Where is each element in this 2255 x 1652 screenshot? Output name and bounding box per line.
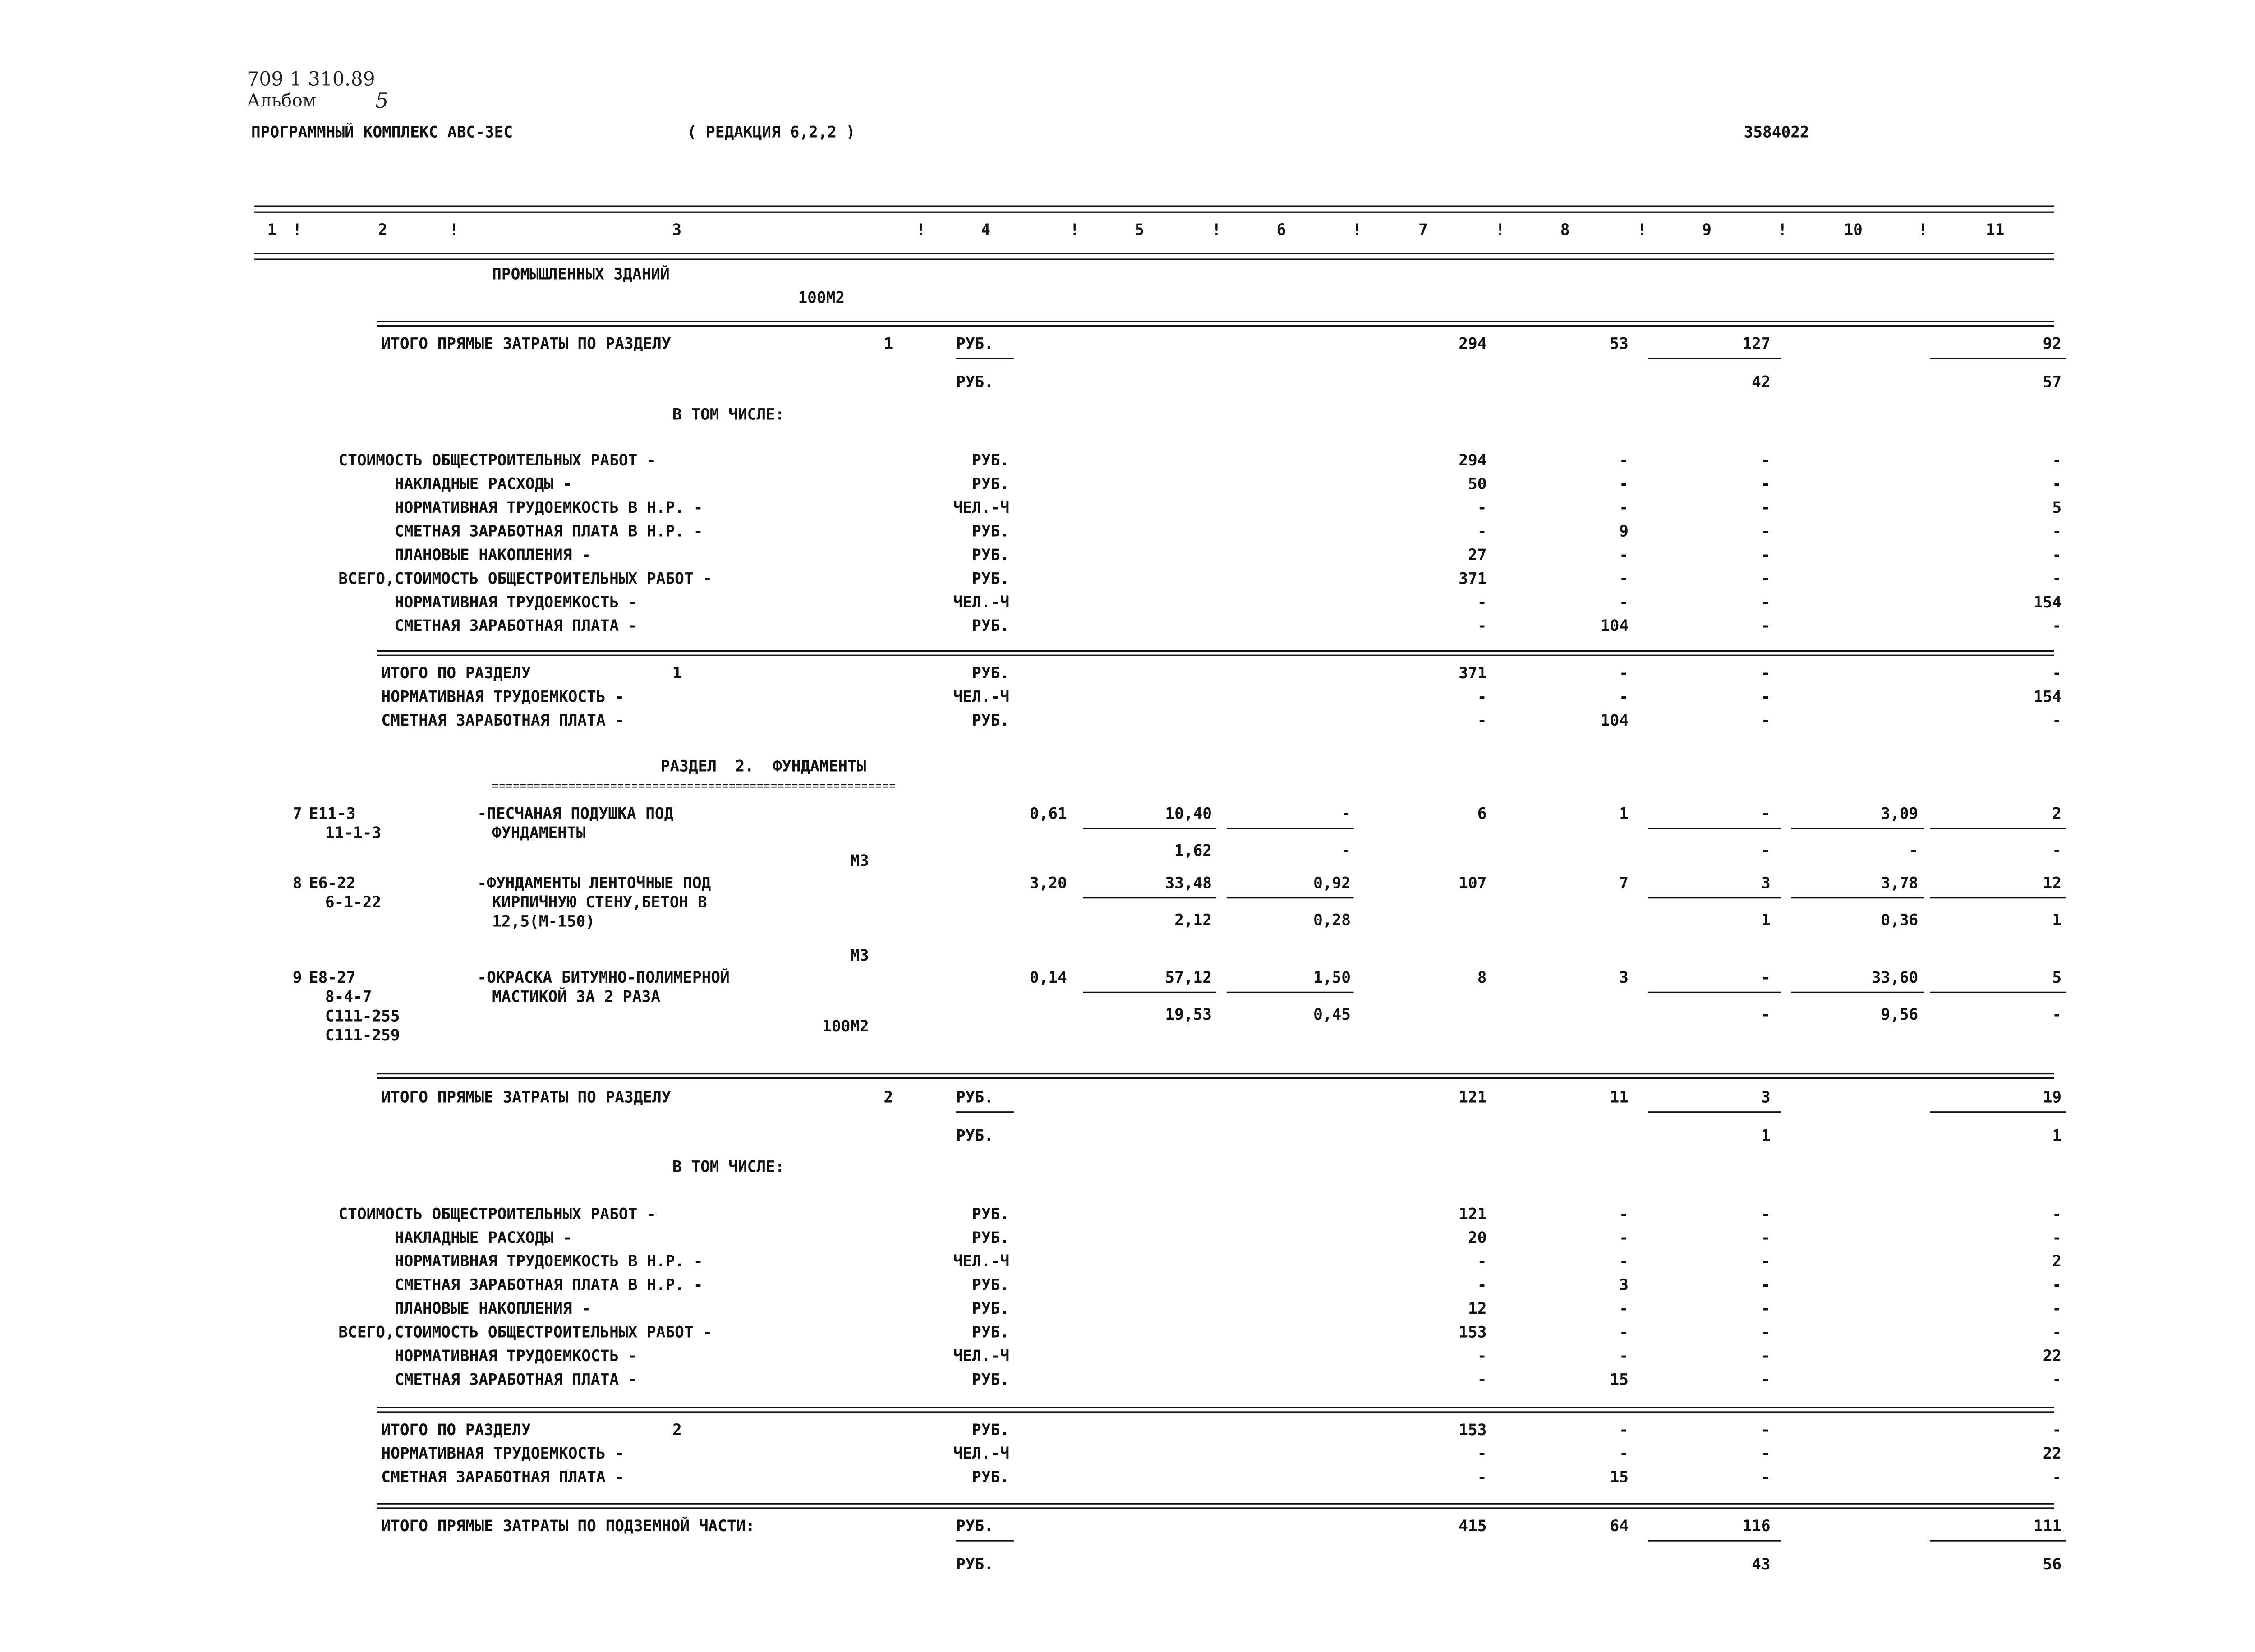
col11-value: 2: [2052, 805, 2062, 824]
col10-sub-value: -: [1909, 842, 1919, 861]
section-total-label: НОРМАТИВНАЯ ТРУДОЕМКОСТЬ -: [381, 688, 625, 707]
item-name: -ОКРАСКА БИТУМНО-ПОЛИМЕРНОЙ: [477, 969, 730, 987]
col11-value: -: [2052, 523, 2062, 541]
header-top-rule-2: [254, 212, 2054, 213]
col11-value: 154: [2033, 594, 2062, 612]
col6-sub-value: -: [1341, 842, 1351, 861]
breakdown-label: СМЕТНАЯ ЗАРАБОТНАЯ ПЛАТА В Н.Р. -: [394, 523, 703, 541]
subtotal-rule: [1930, 828, 2066, 829]
col7-value: 371: [1459, 665, 1487, 683]
col9-value: -: [1761, 1348, 1771, 1366]
col7-value: -: [1477, 1445, 1487, 1463]
section-number: 1: [884, 335, 893, 354]
col9-value: -: [1761, 1229, 1771, 1247]
col9-value: -: [1761, 523, 1771, 541]
col6-sub-value: 0,28: [1313, 911, 1351, 930]
section-tail-unit: 100М2: [798, 290, 845, 308]
col9-sub-value: 1: [1761, 1127, 1771, 1146]
col11-value: -: [2052, 1324, 2062, 1342]
col8-value: -: [1619, 665, 1629, 683]
subtotal-rule: [1791, 992, 1924, 993]
col9-value: -: [1761, 1469, 1771, 1487]
col7-value: -: [1477, 617, 1487, 636]
col7-value: 12: [1468, 1300, 1487, 1318]
col11-sub-value: -: [2052, 1006, 2062, 1024]
col9-value: -: [1761, 1371, 1771, 1390]
col8-value: 3: [1619, 1277, 1629, 1295]
col6-sub-value: 0,45: [1313, 1006, 1351, 1024]
section-total-label: СМЕТНАЯ ЗАРАБОТНАЯ ПЛАТА -: [381, 712, 625, 730]
section-total-label: СМЕТНАЯ ЗАРАБОТНАЯ ПЛАТА -: [381, 1469, 625, 1487]
col9-value: -: [1761, 452, 1771, 470]
subtotal-rule: [1930, 358, 2066, 359]
col11-value: 154: [2033, 688, 2062, 707]
breakdown-label: СМЕТНАЯ ЗАРАБОТНАЯ ПЛАТА -: [394, 1371, 638, 1390]
divider: [377, 325, 2054, 327]
item-code-2: 11-1-3: [325, 824, 382, 842]
item-unit: М3: [850, 947, 869, 965]
item-name: МАСТИКОЙ ЗА 2 РАЗА: [492, 989, 661, 1007]
col8-value: 15: [1610, 1469, 1629, 1487]
subtotal-rule: [1227, 992, 1354, 993]
col9-value: -: [1761, 1422, 1771, 1440]
col8-value: -: [1619, 452, 1629, 470]
col6-value: 0,92: [1313, 874, 1351, 893]
unit: РУБ.: [972, 547, 1010, 565]
col11-value: -: [2052, 1229, 2062, 1247]
col8-value: -: [1619, 1206, 1629, 1224]
col11-value: -: [2052, 1300, 2062, 1318]
unit: РУБ.: [972, 1229, 1010, 1247]
col9-sub-value: 1: [1761, 911, 1771, 930]
col9-value: -: [1761, 1277, 1771, 1295]
item-unit: М3: [850, 852, 869, 871]
section-tail-title: ПРОМЫШЛЕННЫХ ЗДАНИЙ: [492, 266, 670, 284]
col11-value: 22: [2043, 1445, 2062, 1463]
breakdown-label: ПЛАНОВЫЕ НАКОПЛЕНИЯ -: [394, 547, 591, 565]
unit: РУБ.: [972, 665, 1010, 683]
col8-value: -: [1619, 1348, 1629, 1366]
col8-value: -: [1619, 594, 1629, 612]
col7-value: 121: [1459, 1206, 1487, 1224]
col8-value: -: [1619, 1324, 1629, 1342]
col8-value: 7: [1619, 874, 1629, 893]
unit: РУБ.: [972, 570, 1010, 589]
col8-value: -: [1619, 499, 1629, 517]
col6-value: 1,50: [1313, 969, 1351, 987]
col7-value: 27: [1468, 547, 1487, 565]
subtotal-rule: [1648, 897, 1781, 898]
edition-label: ( РЕДАКЦИЯ 6,2,2 ): [687, 124, 856, 142]
col9-value: -: [1761, 712, 1771, 730]
unit: РУБ.: [972, 1324, 1010, 1342]
col11-value: -: [2052, 617, 2062, 636]
subtotal-rule: [1648, 1111, 1781, 1113]
col11-value: -: [2052, 712, 2062, 730]
subtotal-rule: [1791, 828, 1924, 829]
document-code: 3584022: [1744, 124, 1809, 142]
col9-value: -: [1761, 688, 1771, 707]
column-number: 5: [1135, 221, 1144, 239]
item-code: Е11-3: [308, 805, 356, 824]
col9-value: 116: [1742, 1518, 1771, 1536]
total-label: ИТОГО ПРЯМЫЕ ЗАТРАТЫ ПО РАЗДЕЛУ: [381, 335, 671, 354]
item-name: -ФУНДАМЕНТЫ ЛЕНТОЧНЫЕ ПОД: [477, 874, 711, 893]
col8-value: -: [1619, 1229, 1629, 1247]
col11-sub-value: 1: [2052, 911, 2062, 930]
col11-value: -: [2052, 665, 2062, 683]
col9-sub-value: -: [1761, 1006, 1771, 1024]
column-number: 7: [1418, 221, 1428, 239]
column-separator: !: [916, 221, 926, 239]
col11-value: -: [2052, 1277, 2062, 1295]
col11-value: 111: [2033, 1518, 2062, 1536]
col6-value: -: [1341, 805, 1351, 824]
col11-sub-value: -: [2052, 842, 2062, 861]
section-total-label: НОРМАТИВНАЯ ТРУДОЕМКОСТЬ -: [381, 1445, 625, 1463]
col8-value: -: [1619, 547, 1629, 565]
section-number: 2: [672, 1422, 682, 1440]
item-code: Е8-27: [308, 969, 356, 987]
col11-value: -: [2052, 476, 2062, 494]
column-number: 4: [981, 221, 990, 239]
divider: [377, 1507, 2054, 1509]
col8-value: -: [1619, 688, 1629, 707]
col8-value: -: [1619, 570, 1629, 589]
col7-value: -: [1477, 594, 1487, 612]
col9-value: 127: [1742, 335, 1771, 354]
section-title-rule: ==========================================================: [492, 780, 897, 792]
col9-value: -: [1761, 476, 1771, 494]
col11-value: 92: [2043, 335, 2062, 354]
col11-value: -: [2052, 1422, 2062, 1440]
col8-value: 64: [1610, 1518, 1629, 1536]
column-separator: !: [1352, 221, 1362, 239]
col11-value: -: [2052, 452, 2062, 470]
breakdown-label: ВСЕГО,СТОИМОСТЬ ОБЩЕСТРОИТЕЛЬНЫХ РАБОТ -: [338, 570, 713, 589]
item-code-2: 6-1-22: [325, 894, 382, 912]
col5-unit-price: 10,40: [1165, 805, 1212, 824]
col9-value: -: [1761, 1300, 1771, 1318]
subtotal-rule: [956, 358, 1014, 359]
unit: ЧЕЛ.-Ч: [953, 499, 1010, 517]
unit: РУБ.: [972, 452, 1010, 470]
divider: [377, 1503, 2054, 1505]
subtotal-rule: [1083, 992, 1216, 993]
col7-value: 294: [1459, 335, 1487, 354]
item-unit: 100М2: [822, 1018, 869, 1036]
subtotal-rule: [1648, 358, 1781, 359]
col8-value: 53: [1610, 335, 1629, 354]
column-number: 6: [1276, 221, 1286, 239]
unit: РУБ.: [972, 1206, 1010, 1224]
col7-value: -: [1477, 1469, 1487, 1487]
breakdown-label: НАКЛАДНЫЕ РАСХОДЫ -: [394, 1229, 572, 1247]
unit: РУБ.: [956, 1556, 994, 1574]
unit: РУБ.: [956, 374, 994, 392]
unit: РУБ.: [972, 617, 1010, 636]
section-number: 2: [884, 1089, 893, 1107]
col11-value: 12: [2043, 874, 2062, 893]
col8-value: -: [1619, 1253, 1629, 1271]
subtotal-rule: [956, 1111, 1014, 1113]
col7-value: 20: [1468, 1229, 1487, 1247]
breakdown-label: НОРМАТИВНАЯ ТРУДОЕМКОСТЬ -: [394, 594, 638, 612]
header-bottom-rule: [254, 253, 2054, 254]
col7-value: 107: [1459, 874, 1487, 893]
item-number: 9: [292, 969, 302, 987]
breakdown-label: ПЛАНОВЫЕ НАКОПЛЕНИЯ -: [394, 1300, 591, 1318]
col10-value: 3,78: [1881, 874, 1919, 893]
unit: РУБ.: [956, 1089, 994, 1107]
col7-value: 8: [1477, 969, 1487, 987]
item-name: -ПЕСЧАНАЯ ПОДУШКА ПОД: [477, 805, 674, 824]
col8-value: -: [1619, 1445, 1629, 1463]
col10-sub-value: 0,36: [1881, 911, 1919, 930]
col9-value: -: [1761, 805, 1771, 824]
header-bottom-rule-2: [254, 258, 2054, 260]
section-total-label: ИТОГО ПО РАЗДЕЛУ: [381, 665, 531, 683]
unit: ЧЕЛ.-Ч: [953, 1445, 1010, 1463]
column-number: 1: [267, 221, 277, 239]
col9-sub-value: 42: [1752, 374, 1771, 392]
item-name: ФУНДАМЕНТЫ: [492, 824, 586, 842]
album-number: 5: [375, 90, 389, 114]
subtotal-rule: [1791, 897, 1924, 898]
header-top-rule: [254, 205, 2054, 207]
subtotal-rule: [1648, 992, 1781, 993]
item-number: 7: [292, 805, 302, 824]
unit: РУБ.: [956, 1518, 994, 1536]
item-code-2: 8-4-7: [325, 989, 372, 1007]
col8-value: -: [1619, 1422, 1629, 1440]
col8-value: 104: [1600, 617, 1629, 636]
col9-value: -: [1761, 547, 1771, 565]
unit: ЧЕЛ.-Ч: [953, 1253, 1010, 1271]
column-separator: !: [1496, 221, 1505, 239]
col7-value: -: [1477, 1348, 1487, 1366]
breakdown-label: НОРМАТИВНАЯ ТРУДОЕМКОСТЬ В Н.Р. -: [394, 1253, 703, 1271]
unit: РУБ.: [972, 1277, 1010, 1295]
col9-sub-value: -: [1761, 842, 1771, 861]
breakdown-label: СМЕТНАЯ ЗАРАБОТНАЯ ПЛАТА В Н.Р. -: [394, 1277, 703, 1295]
column-separator: !: [1070, 221, 1080, 239]
column-separator: !: [1211, 221, 1221, 239]
section-title: РАЗДЕЛ 2. ФУНДАМЕНТЫ: [660, 758, 866, 776]
section-number: 1: [672, 665, 682, 683]
breakdown-label: НОРМАТИВНАЯ ТРУДОЕМКОСТЬ -: [394, 1348, 638, 1366]
col7-value: 371: [1459, 570, 1487, 589]
column-number: 8: [1560, 221, 1570, 239]
unit: ЧЕЛ.-Ч: [953, 594, 1010, 612]
column-separator: !: [1637, 221, 1647, 239]
item-code-3: С111-255: [325, 1008, 400, 1026]
col10-value: 33,60: [1871, 969, 1919, 987]
col11-sub-value: 57: [2043, 374, 2062, 392]
col9-sub-value: 43: [1752, 1556, 1771, 1574]
col9-value: -: [1761, 1206, 1771, 1224]
col7-value: -: [1477, 688, 1487, 707]
subtotal-rule: [956, 1540, 1014, 1541]
col11-sub-value: 1: [2052, 1127, 2062, 1146]
breakdown-label: НОРМАТИВНАЯ ТРУДОЕМКОСТЬ В Н.Р. -: [394, 499, 703, 517]
item-name: КИРПИЧНУЮ СТЕНУ,БЕТОН В: [492, 894, 707, 912]
breakdown-label: СТОИМОСТЬ ОБЩЕСТРОИТЕЛЬНЫХ РАБОТ -: [338, 1206, 656, 1224]
in-total-label: В ТОМ ЧИСЛЕ:: [672, 1159, 785, 1177]
item-code-4: С111-259: [325, 1027, 400, 1045]
subtotal-rule: [1930, 992, 2066, 993]
col10-value: 3,09: [1881, 805, 1919, 824]
col9-value: 3: [1761, 1089, 1771, 1107]
col5-unit-price: 57,12: [1165, 969, 1212, 987]
col9-value: -: [1761, 665, 1771, 683]
col8-value: 3: [1619, 969, 1629, 987]
col8-value: 9: [1619, 523, 1629, 541]
col7-value: 6: [1477, 805, 1487, 824]
unit: ЧЕЛ.-Ч: [953, 1348, 1010, 1366]
unit: РУБ.: [972, 523, 1010, 541]
unit: РУБ.: [972, 1422, 1010, 1440]
col11-value: 22: [2043, 1348, 2062, 1366]
col9-value: -: [1761, 1324, 1771, 1342]
col9-value: -: [1761, 594, 1771, 612]
col7-value: -: [1477, 1277, 1487, 1295]
col11-value: 2: [2052, 1253, 2062, 1271]
col4-quantity: 3,20: [1029, 874, 1067, 893]
col7-value: -: [1477, 712, 1487, 730]
column-number: 3: [672, 221, 682, 239]
col9-value: -: [1761, 499, 1771, 517]
col9-value: -: [1761, 617, 1771, 636]
col5-unit-price: 33,48: [1165, 874, 1212, 893]
section-total-label: ИТОГО ПО РАЗДЕЛУ: [381, 1422, 531, 1440]
unit: РУБ.: [972, 1300, 1010, 1318]
col8-value: 15: [1610, 1371, 1629, 1390]
unit: РУБ.: [972, 712, 1010, 730]
col5-sub-value: 1,62: [1174, 842, 1212, 861]
subtotal-rule: [1227, 897, 1354, 898]
col7-value: 121: [1459, 1089, 1487, 1107]
subtotal-rule: [1930, 1111, 2066, 1113]
program-name: ПРОГРАММНЫЙ КОМПЛЕКС АВС-3ЕС: [251, 124, 513, 142]
unit: РУБ.: [956, 1127, 994, 1146]
divider: [377, 1407, 2054, 1408]
col11-value: 5: [2052, 499, 2062, 517]
divider: [377, 321, 2054, 322]
item-code: Е6-22: [308, 874, 356, 893]
subtotal-rule: [1930, 1540, 2066, 1541]
divider: [377, 1077, 2054, 1079]
col7-value: 415: [1459, 1518, 1487, 1536]
column-number: 10: [1844, 221, 1863, 239]
col11-value: -: [2052, 1371, 2062, 1390]
album-stamp: Альбом: [247, 90, 317, 111]
total-label: ИТОГО ПРЯМЫЕ ЗАТРАТЫ ПО ПОДЗЕМНОЙ ЧАСТИ:: [381, 1518, 755, 1536]
subtotal-rule: [1648, 1540, 1781, 1541]
col7-value: -: [1477, 1371, 1487, 1390]
divider: [377, 655, 2054, 656]
col11-value: 19: [2043, 1089, 2062, 1107]
divider: [377, 1411, 2054, 1413]
breakdown-label: НАКЛАДНЫЕ РАСХОДЫ -: [394, 476, 572, 494]
column-separator: !: [1777, 221, 1787, 239]
divider: [377, 1073, 2054, 1074]
col11-value: -: [2052, 547, 2062, 565]
in-total-label: В ТОМ ЧИСЛЕ:: [672, 406, 785, 424]
col5-sub-value: 19,53: [1165, 1006, 1212, 1024]
column-separator: !: [1918, 221, 1928, 239]
total-label: ИТОГО ПРЯМЫЕ ЗАТРАТЫ ПО РАЗДЕЛУ: [381, 1089, 671, 1107]
col7-value: 294: [1459, 452, 1487, 470]
col9-value: 3: [1761, 874, 1771, 893]
col9-value: -: [1761, 1253, 1771, 1271]
col11-value: -: [2052, 1206, 2062, 1224]
col8-value: -: [1619, 1300, 1629, 1318]
unit: РУБ.: [956, 335, 994, 354]
col9-value: -: [1761, 1445, 1771, 1463]
subtotal-rule: [1083, 828, 1216, 829]
col11-value: -: [2052, 570, 2062, 589]
unit: РУБ.: [972, 1371, 1010, 1390]
col11-sub-value: 56: [2043, 1556, 2062, 1574]
col7-value: -: [1477, 1253, 1487, 1271]
col4-quantity: 0,61: [1029, 805, 1067, 824]
column-separator: !: [292, 221, 302, 239]
col7-value: -: [1477, 499, 1487, 517]
col5-sub-value: 2,12: [1174, 911, 1212, 930]
col11-value: 5: [2052, 969, 2062, 987]
subtotal-rule: [1930, 897, 2066, 898]
subtotal-rule: [1648, 828, 1781, 829]
subtotal-rule: [1083, 897, 1216, 898]
item-number: 8: [292, 874, 302, 893]
column-separator: !: [449, 221, 459, 239]
col8-value: -: [1619, 476, 1629, 494]
col4-quantity: 0,14: [1029, 969, 1067, 987]
divider: [377, 650, 2054, 652]
archive-stamp: 709 1 310.89: [247, 69, 375, 92]
col7-value: -: [1477, 523, 1487, 541]
col7-value: 50: [1468, 476, 1487, 494]
col7-value: 153: [1459, 1422, 1487, 1440]
col11-value: -: [2052, 1469, 2062, 1487]
breakdown-label: ВСЕГО,СТОИМОСТЬ ОБЩЕСТРОИТЕЛЬНЫХ РАБОТ -: [338, 1324, 713, 1342]
unit: РУБ.: [972, 476, 1010, 494]
column-number: 2: [378, 221, 388, 239]
col8-value: 11: [1610, 1089, 1629, 1107]
col9-value: -: [1761, 969, 1771, 987]
col8-value: 104: [1600, 712, 1629, 730]
item-name: 12,5(М-150): [492, 913, 595, 931]
column-number: 11: [1985, 221, 2005, 239]
col7-value: 153: [1459, 1324, 1487, 1342]
breakdown-label: СМЕТНАЯ ЗАРАБОТНАЯ ПЛАТА -: [394, 617, 638, 636]
col8-value: 1: [1619, 805, 1629, 824]
col10-sub-value: 9,56: [1881, 1006, 1919, 1024]
subtotal-rule: [1227, 828, 1354, 829]
breakdown-label: СТОИМОСТЬ ОБЩЕСТРОИТЕЛЬНЫХ РАБОТ -: [338, 452, 656, 470]
col9-value: -: [1761, 570, 1771, 589]
unit: ЧЕЛ.-Ч: [953, 688, 1010, 707]
column-number: 9: [1702, 221, 1712, 239]
unit: РУБ.: [972, 1469, 1010, 1487]
